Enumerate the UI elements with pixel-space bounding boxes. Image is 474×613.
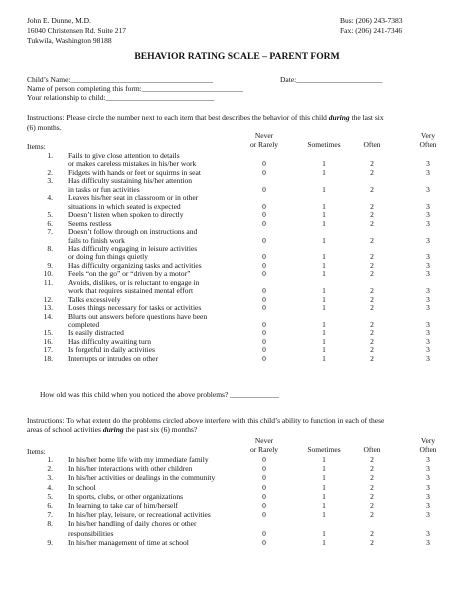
rating-option-0[interactable]: 0 xyxy=(262,252,266,262)
rating-option-0[interactable]: 0 xyxy=(262,260,266,270)
rating-option-2[interactable]: 2 xyxy=(370,269,374,279)
col-often-header: Often xyxy=(363,140,381,149)
rating-option-1[interactable]: 1 xyxy=(322,464,326,474)
rating-option-2[interactable]: 2 xyxy=(370,482,374,492)
rating-option-1[interactable]: 1 xyxy=(322,455,326,464)
item-text: In his/her management of time at school xyxy=(68,537,189,547)
section1-instructions-cont: (6) months. xyxy=(27,123,62,132)
rating-option-0[interactable]: 0 xyxy=(262,184,266,194)
rating-option-3[interactable]: 3 xyxy=(426,345,430,355)
item-text: or makes careless mistakes in his/her work xyxy=(68,159,197,169)
item-text: Talks excessively xyxy=(68,294,121,304)
col2-very-header: Very xyxy=(420,436,436,445)
rating-option-1[interactable]: 1 xyxy=(322,235,326,245)
rating-option-0[interactable]: 0 xyxy=(262,528,266,538)
rating-option-2[interactable]: 2 xyxy=(370,260,374,270)
item-number: 3. xyxy=(47,473,53,483)
col-very-header-2: Often xyxy=(419,140,437,149)
item-text: Doesn’t listen when spoken to directly xyxy=(68,210,184,220)
rating-option-0[interactable]: 0 xyxy=(262,320,266,329)
rating-option-0[interactable]: 0 xyxy=(262,269,266,279)
item-number: 2. xyxy=(47,464,53,474)
item-number: 5. xyxy=(47,491,53,501)
rating-option-2[interactable]: 2 xyxy=(370,303,374,313)
section2-instructions: Instructions: To what extent do the problems circled above interfere with this child’s ability to function in each of these xyxy=(27,416,385,425)
rating-option-3[interactable]: 3 xyxy=(426,510,430,520)
rating-option-2[interactable]: 2 xyxy=(370,336,374,346)
rating-option-2[interactable]: 2 xyxy=(370,286,374,296)
rating-option-1[interactable]: 1 xyxy=(322,501,326,510)
col-sometimes-header: Sometimes xyxy=(307,140,341,149)
rating-option-1[interactable]: 1 xyxy=(322,353,326,363)
item-text: In his/her home life with my immediate family xyxy=(68,455,209,464)
rating-option-1[interactable]: 1 xyxy=(322,303,326,313)
item-number: 14. xyxy=(43,311,53,321)
item-number: 12. xyxy=(43,294,53,304)
rating-option-3[interactable]: 3 xyxy=(426,294,430,304)
rating-option-1[interactable]: 1 xyxy=(322,320,326,329)
rating-option-2[interactable]: 2 xyxy=(370,455,374,464)
item-text: Leaves his/her seat in classroom or in other xyxy=(68,193,199,203)
practice-name: John E. Dunne, M.D. xyxy=(27,16,91,25)
rating-option-3[interactable]: 3 xyxy=(426,303,430,313)
item-text: Fails to give close attention to details xyxy=(68,151,180,160)
rating-option-0[interactable]: 0 xyxy=(262,491,266,501)
section2-instructions-cont: areas of school activities during the past six (6) months? xyxy=(27,425,198,434)
practice-city: Tukwila, Washington 98188 xyxy=(27,36,112,45)
rating-option-2[interactable]: 2 xyxy=(370,464,374,474)
item-text: fails to finish work xyxy=(68,235,125,245)
s2-item-9 xyxy=(0,538,474,548)
rating-option-3[interactable]: 3 xyxy=(426,537,430,547)
form-title: BEHAVIOR RATING SCALE – PARENT FORM xyxy=(134,51,340,62)
item-text: work that requires sustained mental effort xyxy=(68,286,194,296)
rating-option-1[interactable]: 1 xyxy=(322,345,326,355)
rating-option-2[interactable]: 2 xyxy=(370,235,374,245)
rating-option-0[interactable]: 0 xyxy=(262,303,266,313)
item-number: 2. xyxy=(47,167,53,177)
item-text: Blurts out answers before questions have been xyxy=(68,311,208,321)
rating-option-3[interactable]: 3 xyxy=(426,473,430,483)
col-very-header: Very xyxy=(420,131,436,140)
rating-option-3[interactable]: 3 xyxy=(426,482,430,492)
rating-option-0[interactable]: 0 xyxy=(262,167,266,177)
item-number: 5. xyxy=(47,210,53,220)
item-text: Loses things necessary for tasks or activities xyxy=(68,303,202,313)
item-number: 11. xyxy=(43,277,53,287)
rating-option-0[interactable]: 0 xyxy=(262,235,266,245)
item-text: Is easily distracted xyxy=(68,328,124,338)
rating-option-2[interactable]: 2 xyxy=(370,167,374,177)
rating-option-1[interactable]: 1 xyxy=(322,336,326,346)
rating-option-3[interactable]: 3 xyxy=(426,491,430,501)
rating-option-1[interactable]: 1 xyxy=(322,260,326,270)
onset-age-question[interactable]: How old was this child when you noticed the above problems? _____________ xyxy=(40,390,279,399)
item-text: situations in which seated is expected xyxy=(68,201,181,211)
rating-option-0[interactable]: 0 xyxy=(262,218,266,228)
item-text: In his/her handling of daily chores or other xyxy=(68,519,197,529)
rating-option-2[interactable]: 2 xyxy=(370,252,374,262)
item-number: 6. xyxy=(47,501,53,510)
rating-option-3[interactable]: 3 xyxy=(426,159,430,169)
rating-option-0[interactable]: 0 xyxy=(262,210,266,220)
col2-very-header-2: Often xyxy=(419,445,437,454)
item-text: Avoids, dislikes, or is reluctant to engage in xyxy=(68,277,200,287)
item-text: In his/her activities or dealings in the community xyxy=(68,473,216,483)
rating-option-2[interactable]: 2 xyxy=(370,501,374,510)
rating-option-1[interactable]: 1 xyxy=(322,510,326,520)
item-number: 9. xyxy=(47,260,53,270)
item-number: 16. xyxy=(43,336,53,346)
item-number: 9. xyxy=(47,537,53,547)
rating-option-3[interactable]: 3 xyxy=(426,320,430,329)
item-text: Feels “on the go” or “driven by a motor” xyxy=(68,269,191,279)
rating-option-1[interactable]: 1 xyxy=(322,252,326,262)
rating-option-0[interactable]: 0 xyxy=(262,473,266,483)
rating-option-0[interactable]: 0 xyxy=(262,336,266,346)
col2-never-header: Never xyxy=(254,436,274,445)
rating-option-2[interactable]: 2 xyxy=(370,328,374,338)
rating-option-1[interactable]: 1 xyxy=(322,473,326,483)
rating-option-3[interactable]: 3 xyxy=(426,260,430,270)
col-never-header: Never xyxy=(254,131,274,140)
item-text: or doing fun things quietly xyxy=(68,252,148,262)
item-number: 18. xyxy=(43,353,53,363)
item-text: In sports, clubs, or other organizations xyxy=(68,491,184,501)
item-number: 1. xyxy=(47,455,53,464)
item-text: Doesn’t follow through on instructions and xyxy=(68,227,198,237)
rating-option-0[interactable]: 0 xyxy=(262,482,266,492)
rating-option-0[interactable]: 0 xyxy=(262,201,266,211)
item-number: 1. xyxy=(47,151,53,160)
relationship-field[interactable]: Your relationship to child:_____________________________ xyxy=(27,93,215,102)
practice-address: 16040 Christensen Rd. Suite 217 xyxy=(27,26,126,35)
item-text: Has difficulty awaiting turn xyxy=(68,336,151,346)
item-text: In his/her play, leisure, or recreational activities xyxy=(68,510,211,520)
item-text: Is forgetful in daily activities xyxy=(68,345,155,355)
rating-option-1[interactable]: 1 xyxy=(322,159,326,169)
rating-option-0[interactable]: 0 xyxy=(262,294,266,304)
rating-option-2[interactable]: 2 xyxy=(370,218,374,228)
rating-option-3[interactable]: 3 xyxy=(426,235,430,245)
item-number: 4. xyxy=(47,482,53,492)
item-text: in tasks or fun activities xyxy=(68,184,140,194)
business-phone: Bus: (206) 243-7383 xyxy=(340,16,403,25)
item-text: Seems restless xyxy=(68,218,112,228)
rating-option-1[interactable]: 1 xyxy=(322,537,326,547)
s1-item-18 xyxy=(0,354,474,364)
items2-label: Items: xyxy=(27,447,46,456)
item-number: 3. xyxy=(47,176,53,186)
rating-option-1[interactable]: 1 xyxy=(322,210,326,220)
fax-number: Fax: (206) 241-7346 xyxy=(340,26,403,35)
rating-option-3[interactable]: 3 xyxy=(426,528,430,538)
rating-option-2[interactable]: 2 xyxy=(370,210,374,220)
item-text: In school xyxy=(68,482,96,492)
rating-option-1[interactable]: 1 xyxy=(322,482,326,492)
item-text: Fidgets with hands or feet or squirms in seat xyxy=(68,167,201,177)
rating-option-3[interactable]: 3 xyxy=(426,501,430,510)
item-number: 8. xyxy=(47,519,53,529)
rating-option-2[interactable]: 2 xyxy=(370,528,374,538)
rating-option-1[interactable]: 1 xyxy=(322,286,326,296)
rating-option-1[interactable]: 1 xyxy=(322,218,326,228)
item-number: 4. xyxy=(47,193,53,203)
item-text: In learning to take car of him/herself xyxy=(68,501,178,510)
rating-option-2[interactable]: 2 xyxy=(370,320,374,329)
rating-option-2[interactable]: 2 xyxy=(370,345,374,355)
rating-option-1[interactable]: 1 xyxy=(322,269,326,279)
rating-option-3[interactable]: 3 xyxy=(426,464,430,474)
item-text: In his/her interactions with other children xyxy=(68,464,193,474)
item-text: responsibilities xyxy=(68,528,114,538)
rating-option-1[interactable]: 1 xyxy=(322,184,326,194)
rating-option-3[interactable]: 3 xyxy=(426,353,430,363)
rating-option-1[interactable]: 1 xyxy=(322,201,326,211)
rating-option-3[interactable]: 3 xyxy=(426,455,430,464)
rating-option-2[interactable]: 2 xyxy=(370,184,374,194)
item-text: Has difficulty organizing tasks and activities xyxy=(68,260,202,270)
rating-option-2[interactable]: 2 xyxy=(370,159,374,169)
rating-option-3[interactable]: 3 xyxy=(426,269,430,279)
rating-option-2[interactable]: 2 xyxy=(370,201,374,211)
item-number: 6. xyxy=(47,218,53,228)
rating-option-0[interactable]: 0 xyxy=(262,537,266,547)
item-text: Interrupts or intrudes on other xyxy=(68,353,158,363)
rating-option-0[interactable]: 0 xyxy=(262,328,266,338)
col2-often-header: Often xyxy=(363,445,381,454)
rating-option-2[interactable]: 2 xyxy=(370,473,374,483)
rating-option-3[interactable]: 3 xyxy=(426,184,430,194)
item-text: Has difficulty engaging in leisure activities xyxy=(68,243,198,253)
rating-option-1[interactable]: 1 xyxy=(322,167,326,177)
rating-option-1[interactable]: 1 xyxy=(322,491,326,501)
item-number: 7. xyxy=(47,227,53,237)
date-field[interactable]: Date:_______________________ xyxy=(280,75,383,84)
rating-option-2[interactable]: 2 xyxy=(370,491,374,501)
col2-sometimes-header: Sometimes xyxy=(307,445,341,454)
col-never-header-2: or Rarely xyxy=(249,140,279,149)
section1-instructions: Instructions: Please circle the number next to each item that best describes the behavior of this child during the last six xyxy=(27,113,384,122)
rating-option-3[interactable]: 3 xyxy=(426,218,430,228)
rating-option-2[interactable]: 2 xyxy=(370,510,374,520)
rating-option-0[interactable]: 0 xyxy=(262,159,266,169)
rating-option-0[interactable]: 0 xyxy=(262,353,266,363)
item-number: 8. xyxy=(47,243,53,253)
rating-option-3[interactable]: 3 xyxy=(426,336,430,346)
item-text: completed xyxy=(68,320,100,329)
rating-option-0[interactable]: 0 xyxy=(262,455,266,464)
rating-option-3[interactable]: 3 xyxy=(426,328,430,338)
rating-option-1[interactable]: 1 xyxy=(322,294,326,304)
rating-option-3[interactable]: 3 xyxy=(426,167,430,177)
item-number: 15. xyxy=(43,328,53,338)
rating-option-3[interactable]: 3 xyxy=(426,252,430,262)
completer-name-field[interactable]: Name of person completing this form:___________________________ xyxy=(27,84,244,93)
items-label: Items: xyxy=(27,142,46,151)
rating-option-3[interactable]: 3 xyxy=(426,210,430,220)
rating-option-3[interactable]: 3 xyxy=(426,286,430,296)
rating-option-2[interactable]: 2 xyxy=(370,353,374,363)
rating-option-2[interactable]: 2 xyxy=(370,537,374,547)
rating-option-0[interactable]: 0 xyxy=(262,286,266,296)
item-number: 17. xyxy=(43,345,53,355)
col2-never-header-2: or Rarely xyxy=(249,445,279,454)
rating-option-3[interactable]: 3 xyxy=(426,201,430,211)
item-text: Has difficulty sustaining his/her attention xyxy=(68,176,193,186)
rating-option-1[interactable]: 1 xyxy=(322,528,326,538)
rating-option-2[interactable]: 2 xyxy=(370,294,374,304)
rating-option-0[interactable]: 0 xyxy=(262,345,266,355)
child-name-field[interactable]: Child’s Name:______________________________________ xyxy=(27,75,214,84)
rating-option-0[interactable]: 0 xyxy=(262,501,266,510)
rating-option-0[interactable]: 0 xyxy=(262,464,266,474)
rating-option-1[interactable]: 1 xyxy=(322,328,326,338)
rating-option-0[interactable]: 0 xyxy=(262,510,266,520)
item-number: 10. xyxy=(43,269,53,279)
item-number: 13. xyxy=(43,303,53,313)
item-number: 7. xyxy=(47,510,53,520)
